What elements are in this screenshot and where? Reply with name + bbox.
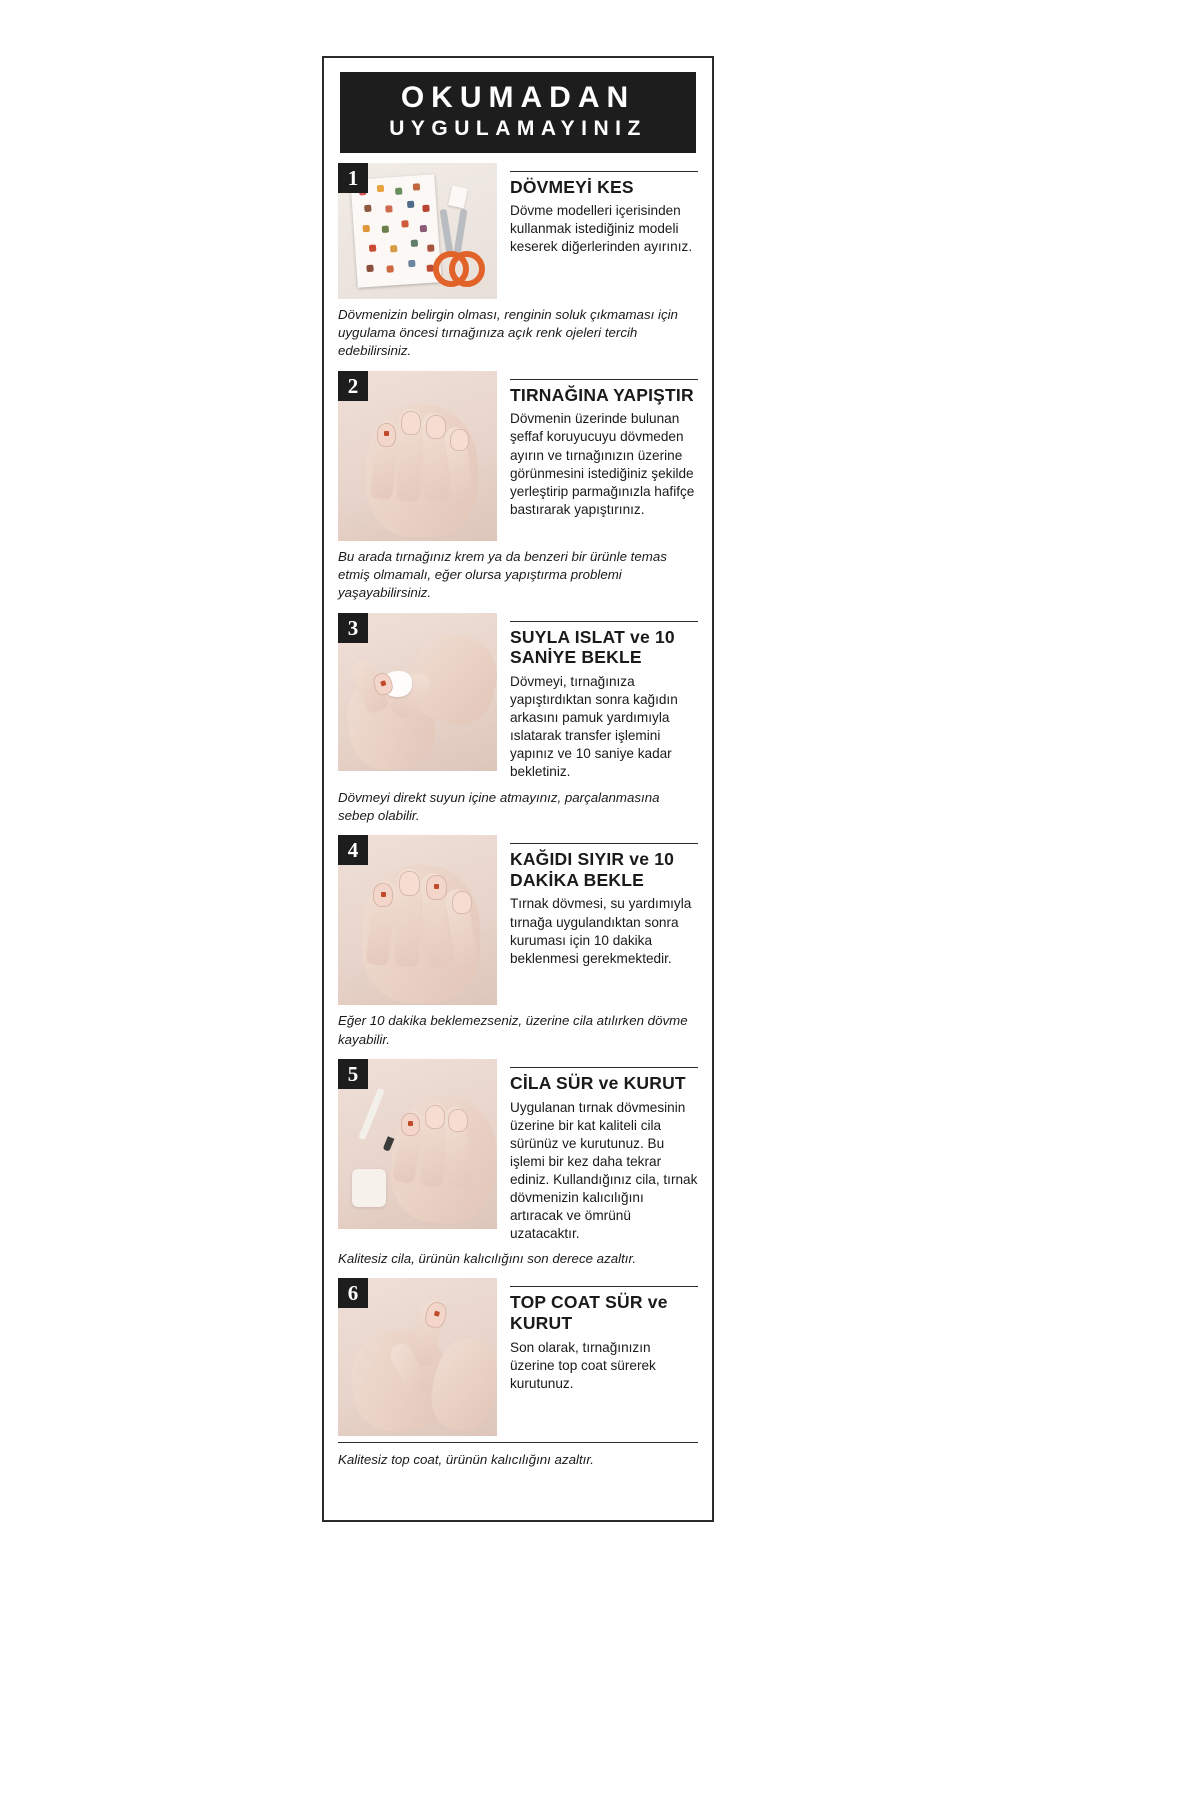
step-6-title: TOP COAT SÜR ve KURUT bbox=[510, 1292, 668, 1334]
nail-graphic bbox=[399, 871, 420, 896]
step-5-text bbox=[497, 1059, 698, 1243]
step-4-divider bbox=[510, 843, 698, 844]
cut-sticker-graphic bbox=[448, 185, 468, 208]
nail-with-tattoo bbox=[426, 875, 447, 900]
nail-graphic bbox=[450, 429, 469, 451]
step-4-number: 4 bbox=[338, 835, 368, 865]
nail-graphic bbox=[401, 411, 421, 435]
step-6-divider bbox=[510, 1286, 698, 1287]
step-6-bottom-divider bbox=[338, 1442, 698, 1443]
step-3 bbox=[338, 613, 698, 825]
title-banner bbox=[340, 72, 696, 153]
step-1-divider bbox=[510, 171, 698, 172]
step-5 bbox=[338, 1059, 698, 1269]
step-4-note: Eğer 10 dakika beklemezseniz, üzerine cila atılırken dövme kayabilir. bbox=[338, 1013, 688, 1047]
polish-bottle-graphic bbox=[352, 1169, 386, 1207]
nail-graphic bbox=[425, 1105, 445, 1129]
step-3-note: Dövmeyi direkt suyun içine atmayınız, parçalanmasına sebep olabilir. bbox=[338, 789, 660, 823]
step-2-body: Dövmenin üzerinde bulunan şeffaf koruyucuyu dövmeden ayırın ve tırnağınızın üzerine görünmesini istediğiniz şekilde yerleştirip parmağınızla hafifçe bastırarak yapıştırınız. bbox=[510, 411, 695, 517]
step-1-number: 1 bbox=[338, 163, 368, 193]
step-6 bbox=[338, 1278, 698, 1469]
banner-line-2: UYGULAMAYINIZ bbox=[389, 116, 647, 140]
step-1 bbox=[338, 163, 698, 361]
step-1-body: Dövme modelleri içerisinden kullanmak istediğiniz modeli keserek diğerlerinden ayırınız. bbox=[510, 203, 693, 255]
nail-with-tattoo bbox=[373, 883, 393, 907]
step-4-title: KAĞIDI SIYIR ve 10 DAKİKA BEKLE bbox=[510, 849, 675, 890]
step-5-body: Uygulanan tırnak dövmesinin üzerine bir kat kaliteli cila sürünüz ve kurutunuz. Bu işlemi bir kez daha tekrar ediniz. Kullandığınız cila, tırnak dövmenizin kalıcılığını artıracak ve ömrünü uzatacaktır. bbox=[510, 1099, 698, 1242]
step-1-text bbox=[497, 163, 698, 257]
step-2-divider bbox=[510, 379, 698, 380]
step-2-media bbox=[338, 371, 497, 541]
step-5-divider bbox=[510, 1067, 698, 1068]
step-4-text bbox=[497, 835, 698, 968]
step-6-media bbox=[338, 1278, 497, 1436]
step-5-title: CİLA SÜR ve KURUT bbox=[510, 1072, 686, 1093]
scissors-graphic bbox=[429, 209, 487, 287]
step-6-body: Son olarak, tırnağınızın üzerine top coat sürerek kurutunuz. bbox=[510, 1339, 656, 1391]
nail-with-tattoo bbox=[401, 1113, 420, 1136]
step-3-text bbox=[497, 613, 698, 782]
instruction-card bbox=[322, 56, 714, 1522]
polish-brush-handle bbox=[358, 1088, 385, 1141]
step-1-title: DÖVMEYİ KES bbox=[510, 176, 634, 197]
nail-graphic bbox=[426, 415, 446, 439]
step-6-text bbox=[497, 1278, 698, 1393]
step-3-media bbox=[338, 613, 497, 771]
step-2-note: Bu arada tırnağınız krem ya da benzeri bir ürünle temas etmiş olmamalı, eğer olursa yapıştırma problemi yaşayabilirsiniz. bbox=[338, 548, 667, 601]
step-6-number: 6 bbox=[338, 1278, 368, 1308]
step-5-note: Kalitesiz cila, ürünün kalıcılığını son derece azaltır. bbox=[338, 1251, 637, 1267]
step-2-title: TIRNAĞINA YAPIŞTIR bbox=[510, 384, 694, 405]
step-1-media bbox=[338, 163, 497, 299]
step-6-note: Kalitesiz top coat, ürünün kalıcılığını azaltır. bbox=[338, 1452, 594, 1468]
step-2-number: 2 bbox=[338, 371, 368, 401]
step-4 bbox=[338, 835, 698, 1049]
nail-graphic bbox=[452, 891, 472, 914]
step-4-media bbox=[338, 835, 497, 1005]
step-3-divider bbox=[510, 621, 698, 622]
step-3-number: 3 bbox=[338, 613, 368, 643]
step-1-note: Dövmenizin belirgin olması, renginin soluk çıkmaması için uygulama öncesi tırnağınıza açık renk ojeleri tercih edebilirsiniz. bbox=[338, 306, 678, 359]
step-4-body: Tırnak dövmesi, su yardımıyla tırnağa uygulandıktan sonra kuruması için 10 dakika beklenmesi gerekmektedir. bbox=[510, 896, 692, 966]
nail-graphic bbox=[448, 1109, 468, 1132]
step-5-number: 5 bbox=[338, 1059, 368, 1089]
banner-line-1: OKUMADAN bbox=[400, 81, 636, 114]
step-5-media bbox=[338, 1059, 497, 1229]
nail-with-tattoo bbox=[377, 423, 396, 447]
step-3-title: SUYLA ISLAT ve 10 SANİYE BEKLE bbox=[510, 626, 675, 668]
step-2 bbox=[338, 371, 698, 603]
step-3-body: Dövmeyi, tırnağınıza yapıştırdıktan sonra kağıdın arkasını pamuk yardımıyla ıslatarak transfer işlemini yapınız ve 10 saniye kadar bekletiniz. bbox=[510, 674, 678, 780]
step-2-text bbox=[497, 371, 698, 519]
